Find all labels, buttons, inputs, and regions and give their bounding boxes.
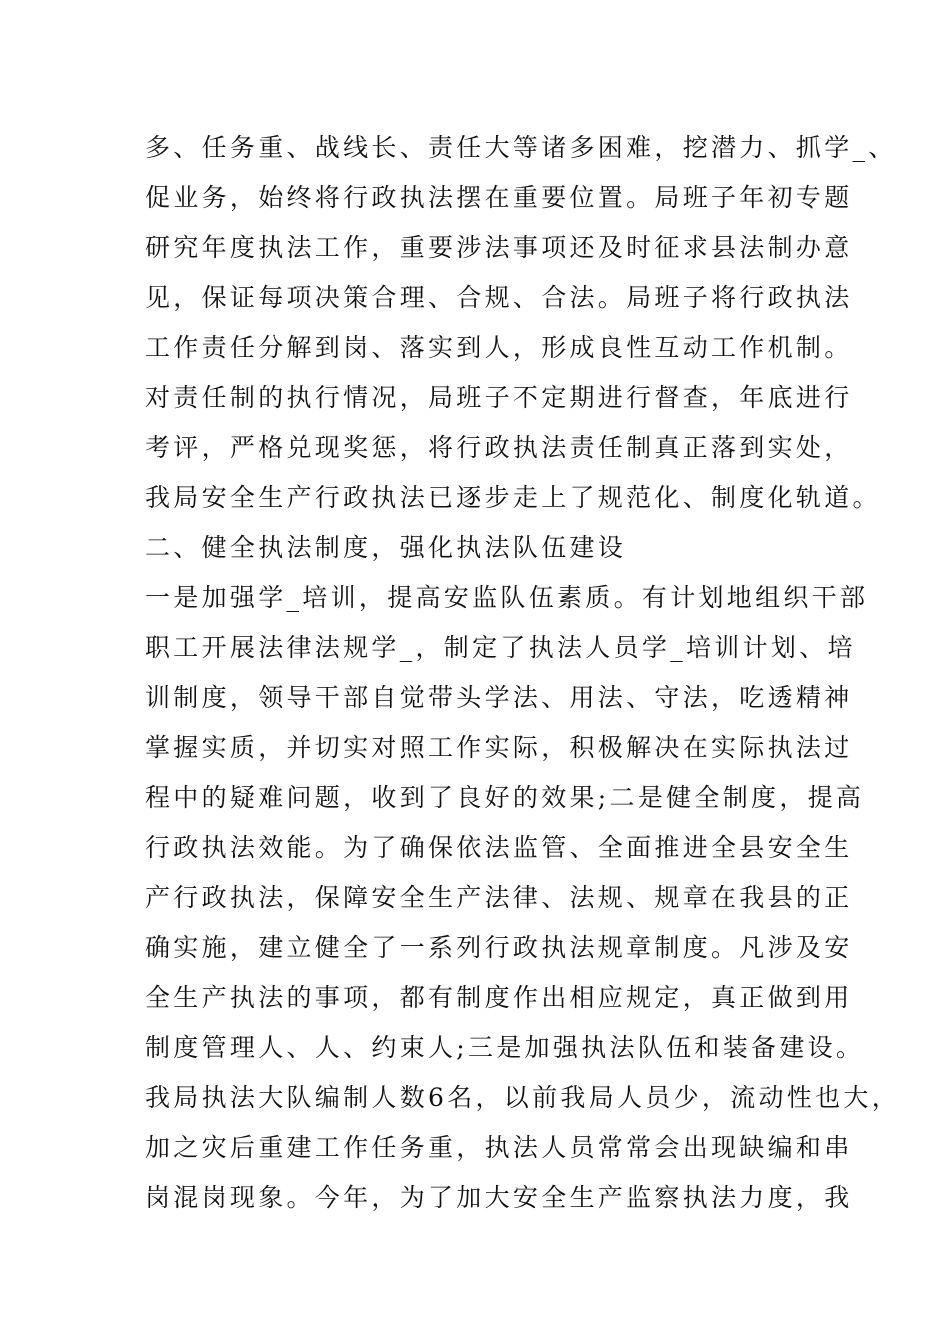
text-line: 一是加强学_培训，提高安监队伍素质。有计划地组织干部 xyxy=(145,583,869,612)
text-line: 产行政执法，保障安全生产法律、法规、规章在我县的正 xyxy=(145,883,853,912)
text-line: 考评，严格兑现奖惩，将行政执法责任制真正落到实处， xyxy=(145,433,853,462)
text-line: 制度管理人、人、约束人;三是加强执法队伍和装备建设。 xyxy=(145,1033,865,1062)
text-line: 研究年度执法工作，重要涉法事项还及时征求县法制办意 xyxy=(145,233,853,262)
text-line: 确实施，建立健全了一系列行政执法规章制度。凡涉及安 xyxy=(145,933,853,962)
text-line: 行政执法效能。为了确保依法监管、全面推进全县安全生 xyxy=(145,833,853,862)
text-line: 程中的疑难问题，收到了良好的效果;二是健全制度，提高 xyxy=(145,783,865,812)
text-line: 岗混岗现象。今年，为了加大安全生产监察执法力度，我 xyxy=(145,1183,853,1212)
text-line: 训制度，领导干部自觉带头学法、用法、守法，吃透精神 xyxy=(145,683,853,712)
text-line: 全生产执法的事项，都有制度作出相应规定，真正做到用 xyxy=(145,983,853,1012)
text-line: 我局安全生产行政执法已逐步走上了规范化、制度化轨道。 xyxy=(145,483,881,512)
text-line: 掌握实质，并切实对照工作实际，积极解决在实际执法过 xyxy=(145,733,853,762)
text-line: 促业务，始终将行政执法摆在重要位置。局班子年初专题 xyxy=(145,183,853,212)
text-line: 工作责任分解到岗、落实到人，形成良性互动工作机制。 xyxy=(145,333,853,362)
text-line: 见，保证每项决策合理、合规、合法。局班子将行政执法 xyxy=(145,283,853,312)
text-line: 多、任务重、战线长、责任大等诸多困难，挖潜力、抓学_、 xyxy=(145,133,897,162)
section-heading: 二、健全执法制度，强化执法队伍建设 xyxy=(145,533,627,562)
text-line: 我局执法大队编制人数6名，以前我局人员少，流动性也大， xyxy=(145,1083,901,1112)
text-line: 加之灾后重建工作任务重，执法人员常常会出现缺编和串 xyxy=(145,1133,853,1162)
text-line: 职工开展法律法规学_，制定了执法人员学_培训计划、培 xyxy=(145,633,856,662)
text-line: 对责任制的执行情况，局班子不定期进行督查，年底进行 xyxy=(145,383,853,412)
body-text xyxy=(145,123,901,1223)
